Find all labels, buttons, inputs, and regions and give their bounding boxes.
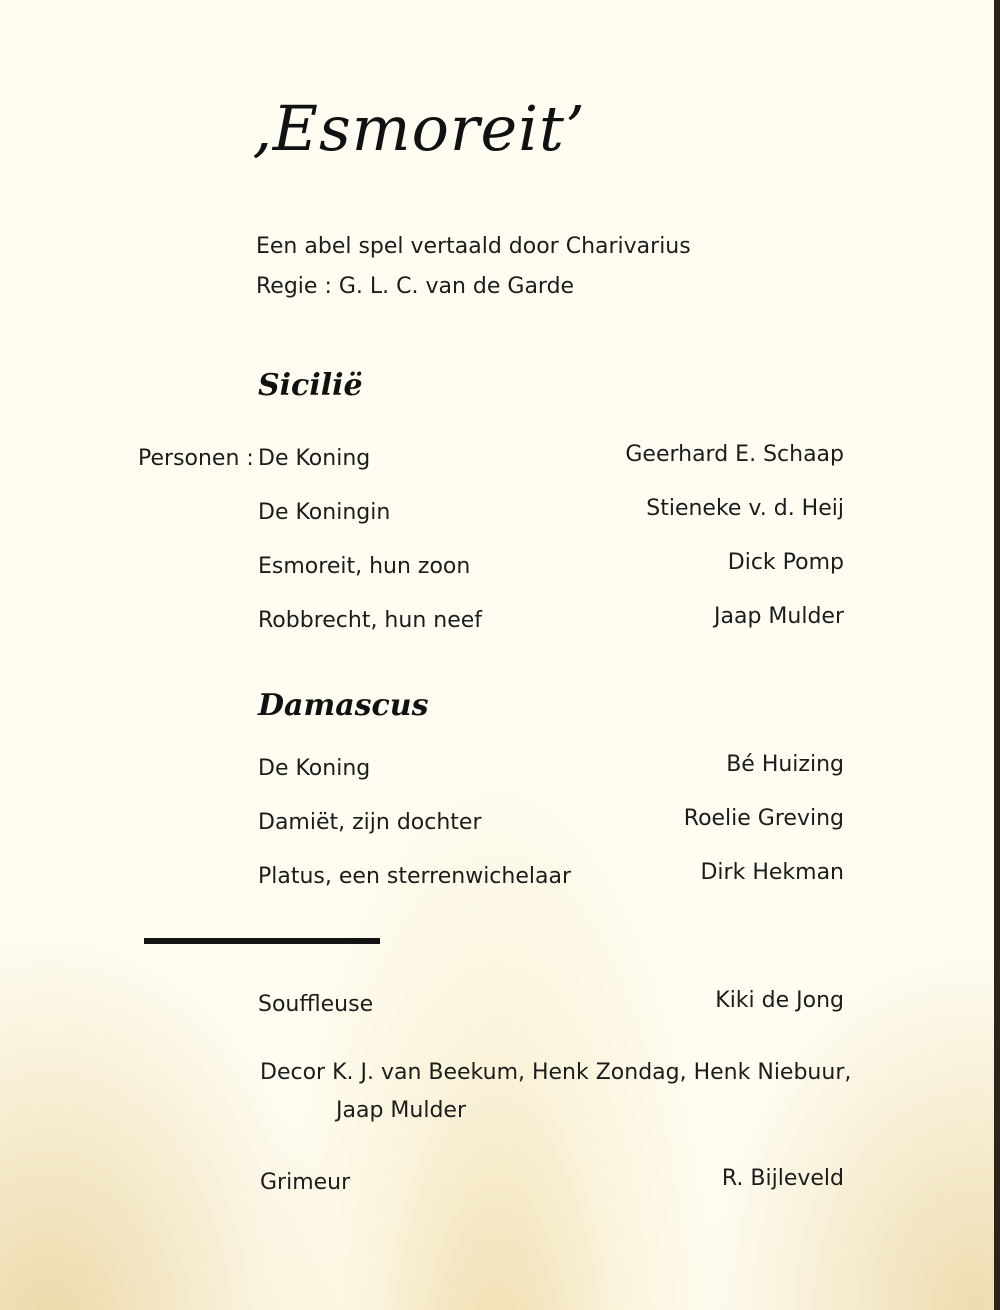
souffleuse-label: Souffleuse: [258, 992, 374, 1017]
grimeur-name: R. Bijleveld: [721, 1166, 844, 1191]
souffleuse-name: Kiki de Jong: [715, 988, 844, 1013]
cast-role: Damiët, zijn dochter: [258, 810, 482, 835]
decor-credits: Decor K. J. van Beekum, Henk Zondag, Henk Niebuur,: [260, 1060, 852, 1085]
cast-role: Platus, een sterrenwichelaar: [258, 864, 572, 889]
cast-role: Robbrecht, hun neef: [258, 608, 483, 633]
director-line: Regie : G. L. C. van de Garde: [256, 274, 575, 299]
cast-actor: Geerhard E. Schaap: [625, 442, 844, 467]
cast-actor: Bé Huizing: [726, 752, 844, 777]
cast-actor: Jaap Mulder: [714, 604, 844, 629]
cast-actor: Roelie Greving: [683, 806, 844, 831]
cast-role: De Koning: [258, 446, 371, 471]
program-title: ‚Esmoreit’: [252, 92, 586, 165]
subtitle: Een abel spel vertaald door Charivarius: [256, 234, 691, 259]
cast-role: Esmoreit, hun zoon: [258, 554, 471, 579]
grimeur-label: Grimeur: [260, 1170, 351, 1195]
decor-credits-continued: Jaap Mulder: [336, 1098, 466, 1123]
cast-role: De Koningin: [258, 500, 391, 525]
cast-actor: Dick Pomp: [727, 550, 844, 575]
cast-actor: Stieneke v. d. Heij: [646, 496, 844, 521]
personen-label: Personen :: [138, 446, 254, 471]
section-heading-sicilie: Sicilië: [258, 368, 363, 403]
cast-role: De Koning: [258, 756, 371, 781]
divider-rule: [144, 938, 380, 944]
section-heading-damascus: Damascus: [258, 688, 429, 723]
cast-actor: Dirk Hekman: [700, 860, 844, 885]
